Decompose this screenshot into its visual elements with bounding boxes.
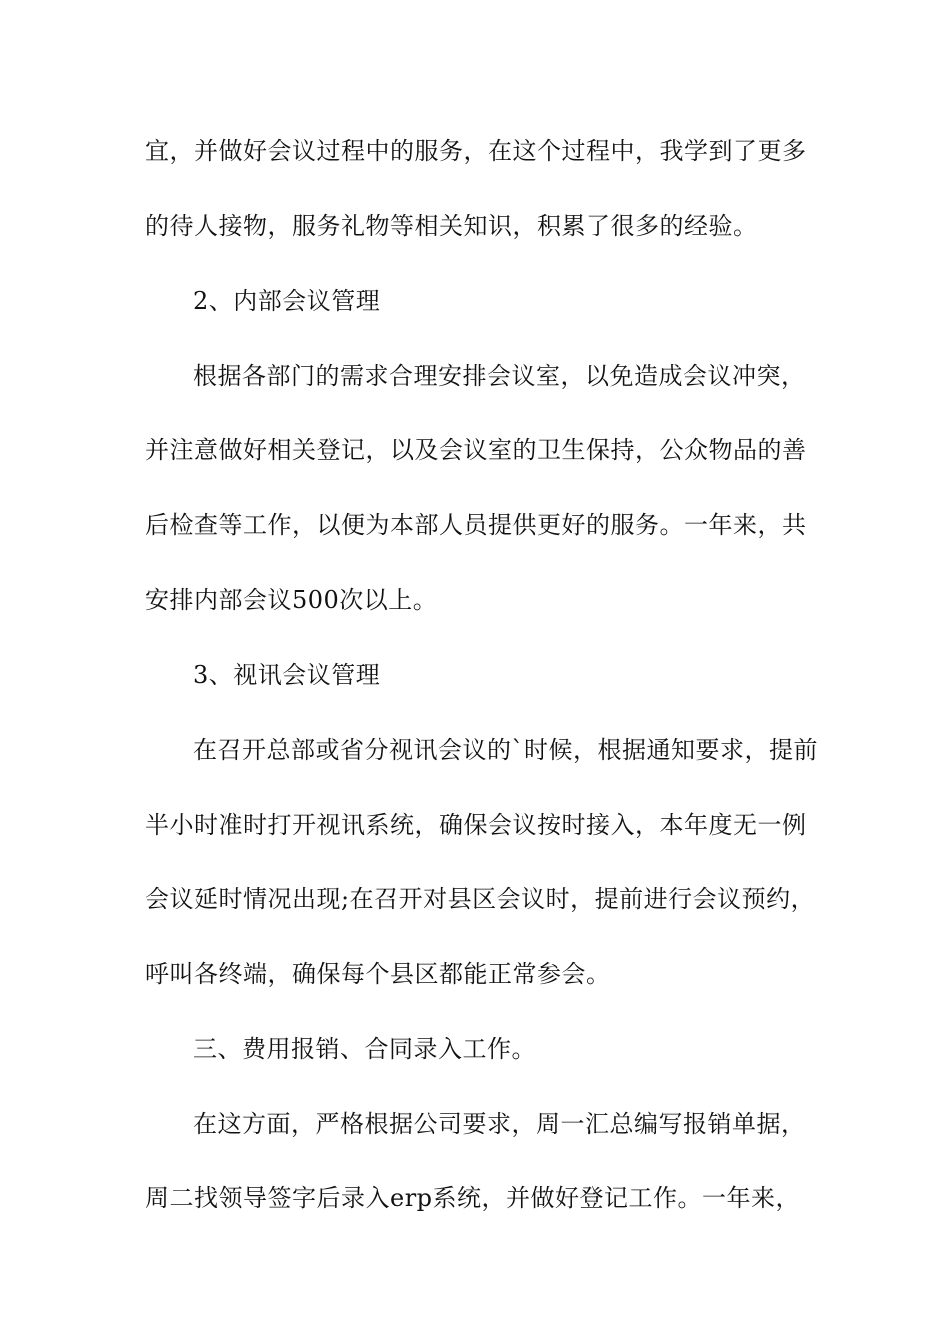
paragraph-line: 安排内部会议500次以上。: [145, 586, 438, 614]
paragraph-line: 并注意做好相关登记，以及会议室的卫生保持，公众物品的善: [145, 436, 807, 464]
paragraph-line: 的待人接物，服务礼物等相关知识，积累了很多的经验。: [145, 212, 758, 240]
section-heading: 3、视讯会议管理: [193, 661, 381, 689]
paragraph-line: 后检查等工作，以便为本部人员提供更好的服务。一年来，共: [145, 511, 807, 539]
paragraph-line: 根据各部门的需求合理安排会议室，以免造成会议冲突，: [193, 362, 806, 390]
paragraph-line: 呼叫各终端，确保每个县区都能正常参会。: [145, 960, 611, 988]
section-heading: 三、费用报销、合同录入工作。: [193, 1035, 536, 1063]
section-heading: 2、内部会议管理: [193, 287, 381, 315]
paragraph-line: 宜，并做好会议过程中的服务，在这个过程中，我学到了更多: [145, 137, 807, 165]
paragraph-line: 在这方面，严格根据公司要求，周一汇总编写报销单据，: [193, 1110, 806, 1138]
paragraph-line: 周二找领导签字后录入erp系统，并做好登记工作。一年来，: [145, 1184, 801, 1212]
paragraph-line: 在召开总部或省分视讯会议的`时候，根据通知要求，提前: [193, 736, 818, 764]
paragraph-line: 会议延时情况出现;在召开对县区会议时，提前进行会议预约，: [145, 885, 816, 913]
paragraph-line: 半小时准时打开视讯系统，确保会议按时接入，本年度无一例: [145, 811, 807, 839]
